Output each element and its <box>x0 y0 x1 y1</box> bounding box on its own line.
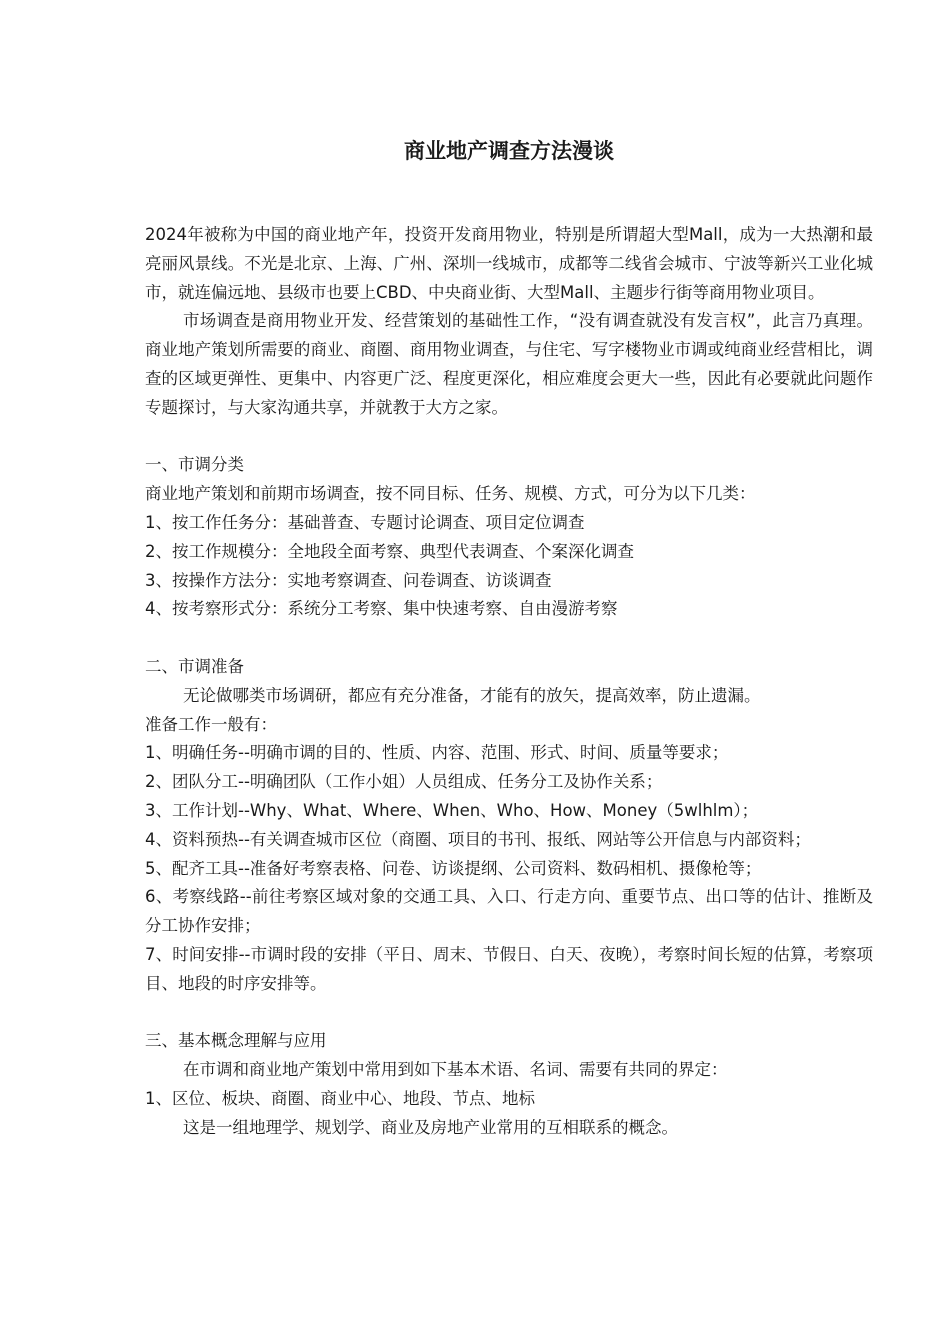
section-2-lead-2: 准备工作一般有： <box>145 714 277 734</box>
spacer <box>145 624 873 653</box>
list-item: 3、按操作方法分：实地考察调查、问卷调查、访谈调查 <box>145 570 552 590</box>
section-heading-3: 三、基本概念理解与应用 <box>145 1031 327 1051</box>
intro-paragraph-2: 市场调查是商用物业开发、经营策划的基础性工作，“没有调查就没有发言权”，此言乃真理。商业地产策划所需要的商业、商圈、商用物业调查，与住宅、写字楼物业市调或纯商业经营相比，调查的区域更弹性、更集中、内容更广泛、程度更深化，相应难度会更大一些，因此有必要就此问题作专题探讨，与大家沟通共享，并就教于大方之家。 <box>145 311 873 417</box>
spacer <box>145 999 873 1028</box>
section-heading-2: 二、市调准备 <box>145 656 244 676</box>
list-item: 5、配齐工具--准备好考察表格、问卷、访谈提纲、公司资料、数码相机、摄像枪等； <box>145 858 762 878</box>
list-item: 6、考察线路--前往考察区域对象的交通工具、入口、行走方向、重要节点、出口等的估计、推断及分工协作安排； <box>145 887 873 936</box>
list-item: 1、明确任务--明确市调的目的、性质、内容、范围、形式、时间、质量等要求； <box>145 743 729 763</box>
list-item: 4、资料预热--有关调查城市区位（商圈、项目的书刊、报纸、网站等公开信息与内部资料； <box>145 829 811 849</box>
section-2-lead: 无论做哪类市场调研，都应有充分准备，才能有的放矢，提高效率，防止遗漏。 <box>182 685 761 705</box>
list-item: 2、团队分工--明确团队（工作小姐）人员组成、任务分工及协作关系； <box>145 772 663 792</box>
spacer <box>145 423 873 452</box>
list-item: 7、时间安排--市调时段的安排（平日、周末、节假日、白天、夜晚），考察时间长短的估算，考察项目、地段的时序安排等。 <box>145 944 873 993</box>
section-heading-1: 一、市调分类 <box>145 455 244 475</box>
section-3-lead: 在市调和商业地产策划中常用到如下基本术语、名词、需要有共同的界定： <box>182 1060 728 1080</box>
document-title: 商业地产调查方法漫谈 <box>404 139 614 163</box>
section-1-lead: 商业地产策划和前期市场调查，按不同目标、任务、规模、方式，可分为以下几类： <box>145 484 756 504</box>
list-item: 1、区位、板块、商圈、商业中心、地段、节点、地标 <box>145 1088 535 1108</box>
list-item: 3、工作计划--Why、What、Where、When、Who、How、Money（5wlhlm）； <box>145 800 759 820</box>
section-3-note: 这是一组地理学、规划学、商业及房地产业常用的互相联系的概念。 <box>182 1117 678 1137</box>
list-item: 1、按工作任务分：基础普查、专题讨论调查、项目定位调查 <box>145 512 585 532</box>
list-item: 2、按工作规模分：全地段全面考察、典型代表调查、个案深化调查 <box>145 541 634 561</box>
intro-paragraph-1: 2024年被称为中国的商业地产年，投资开发商用物业，特别是所谓超大型Mall，成为一大热潮和最亮丽风景线。不光是北京、上海、广州、深圳一线城市，成都等二线省会城市、宁波等新兴工业化城市，就连偏远地、县级市也要上CBD、中央商业街、大型Mall、主题步行街等商用物业项目。 <box>145 225 873 302</box>
document-body <box>145 221 873 1143</box>
list-item: 4、按考察形式分：系统分工考察、集中快速考察、自由漫游考察 <box>145 599 618 619</box>
